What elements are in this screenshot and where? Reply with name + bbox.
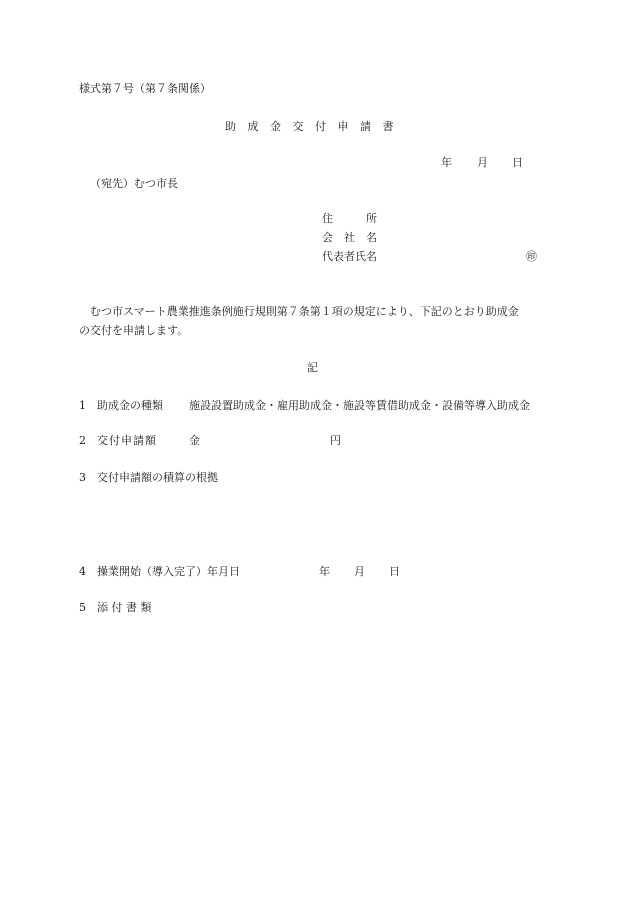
item-label: 操業開始（導入完了）年月日	[97, 565, 240, 578]
item-label: 助成金の種類	[97, 399, 163, 412]
addressee: （宛先）むつ市長	[90, 177, 178, 190]
address-label: 住 所	[322, 212, 377, 225]
amount-suffix: 円	[330, 434, 341, 447]
item-value: 施設設置助成金・雇用助成金・施設等賃借助成金・設備等導入助成金	[189, 399, 530, 412]
date-month: 月	[477, 156, 488, 169]
ki-heading: 記	[307, 361, 318, 374]
item-number: 2	[79, 434, 86, 447]
representative-label: 代表者氏名	[322, 250, 377, 263]
item-number: 3	[79, 471, 86, 484]
body-line: の交付を申請します。	[79, 324, 189, 337]
item-number: 1	[79, 399, 86, 412]
start-month: 月	[354, 565, 365, 578]
item-number: 4	[79, 565, 86, 578]
company-label: 会 社 名	[322, 231, 377, 244]
item-label: 交付申請額の積算の根拠	[97, 471, 218, 484]
seal-mark: ㊞	[526, 250, 537, 263]
start-year: 年	[319, 565, 330, 578]
item-label: 添 付 書 類	[97, 601, 152, 614]
form-label: 様式第７号（第７条関係）	[79, 82, 211, 95]
start-day: 日	[389, 565, 400, 578]
body-line: むつ市スマート農業推進条例施行規則第７条第１項の規定により、下記のとおり助成金	[79, 305, 519, 318]
date-year: 年	[441, 156, 452, 169]
item-number: 5	[79, 601, 86, 614]
amount-prefix: 金	[189, 434, 200, 447]
item-label: 交付申請額	[97, 434, 157, 447]
document-title: 助 成 金 交 付 申 請 書	[225, 120, 398, 133]
date-day: 日	[512, 156, 523, 169]
